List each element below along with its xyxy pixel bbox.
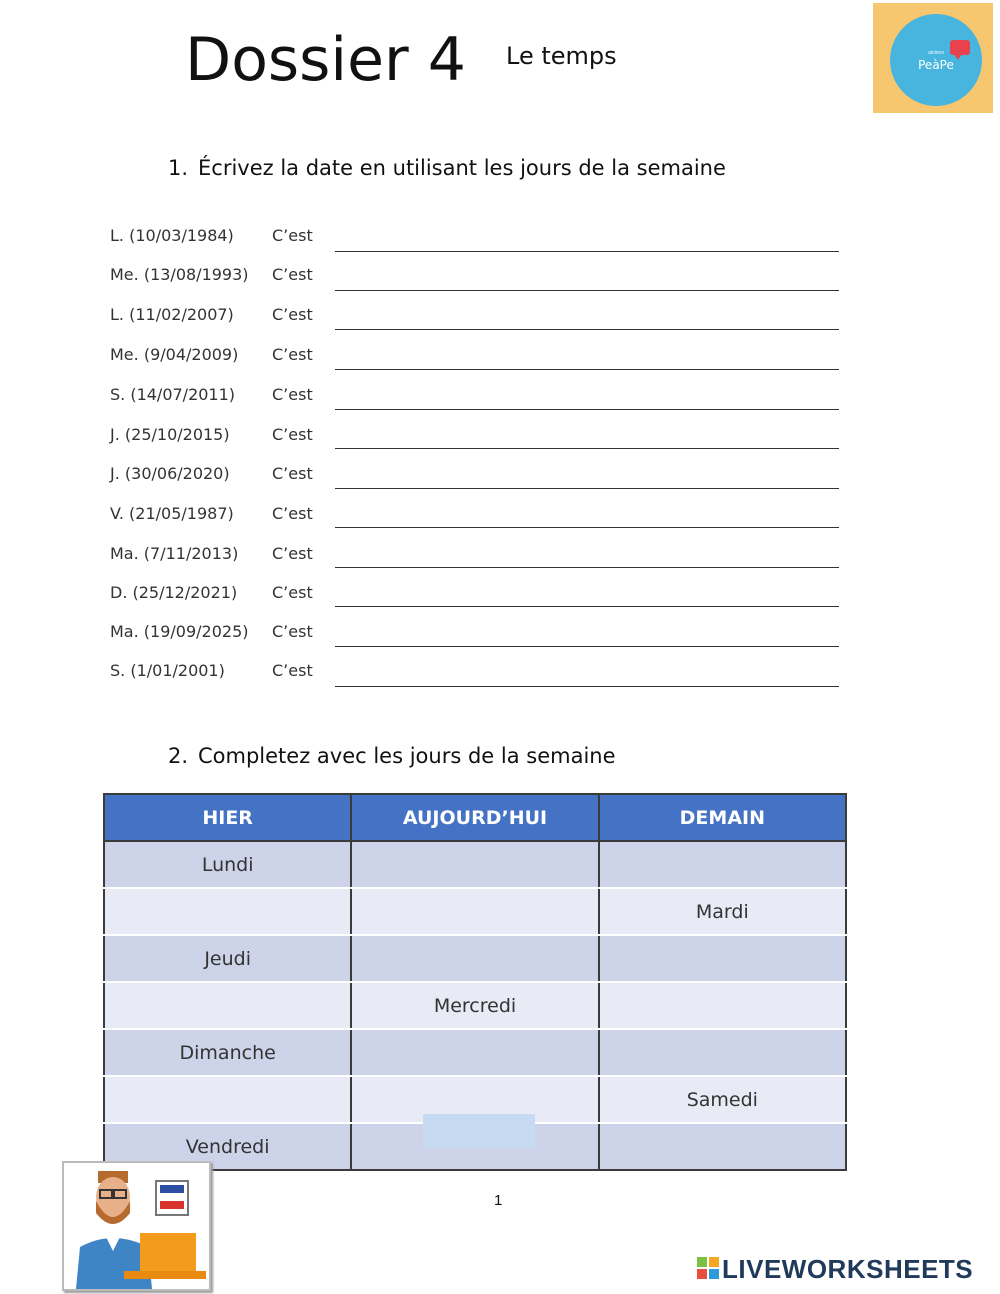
table-row	[104, 982, 846, 1029]
cell-hier[interactable]	[104, 1076, 351, 1123]
date-label: S. (1/01/2001)	[110, 661, 225, 680]
column-header-aujourdhui: AUJOURD’HUI	[351, 794, 598, 841]
column-header-hier: HIER	[104, 794, 351, 841]
cell-demain: Mardi	[599, 888, 846, 935]
document-subtitle: Le temps	[506, 42, 617, 70]
date-label: J. (25/10/2015)	[110, 425, 230, 444]
answer-line[interactable]	[335, 567, 839, 568]
section1-heading	[168, 156, 726, 180]
cell-hier: Jeudi	[104, 935, 351, 982]
date-label: Ma. (7/11/2013)	[110, 544, 239, 563]
cell-aujourdhui: Mercredi	[351, 982, 598, 1029]
date-label: Me. (9/04/2009)	[110, 345, 239, 364]
table-row	[104, 841, 846, 888]
cest-label: C’est	[272, 425, 313, 444]
cell-demain[interactable]	[599, 1123, 846, 1170]
cell-aujourdhui[interactable]	[351, 888, 598, 935]
speech-bubble-icon	[950, 40, 970, 55]
liveworksheets-logo	[697, 1254, 973, 1285]
answer-line[interactable]	[335, 290, 839, 291]
cell-hier: Vendredi	[104, 1123, 351, 1170]
peape-logo	[873, 3, 993, 113]
section1-number: 1.	[168, 156, 189, 180]
table-row	[104, 935, 846, 982]
date-label: Ma. (19/09/2025)	[110, 622, 249, 641]
cell-hier[interactable]	[104, 888, 351, 935]
date-label: Me. (13/08/1993)	[110, 265, 249, 284]
answer-line[interactable]	[335, 448, 839, 449]
date-label: D. (25/12/2021)	[110, 583, 238, 602]
teacher-illustration	[62, 1161, 211, 1291]
cest-label: C’est	[272, 464, 313, 483]
teacher-icon	[64, 1163, 209, 1289]
answer-line[interactable]	[335, 409, 839, 410]
cell-demain[interactable]	[599, 935, 846, 982]
date-label: L. (10/03/1984)	[110, 226, 234, 245]
cest-label: C’est	[272, 544, 313, 563]
answer-line[interactable]	[335, 606, 839, 607]
answer-line[interactable]	[335, 251, 839, 252]
table-header-row	[104, 794, 846, 841]
cell-hier[interactable]	[104, 982, 351, 1029]
cest-label: C’est	[272, 305, 313, 324]
section2-heading-text: Completez avec les jours de la semaine	[198, 744, 616, 768]
cest-label: C’est	[272, 661, 313, 680]
page-number: 1	[494, 1192, 503, 1209]
cest-label: C’est	[272, 385, 313, 404]
document-title: Dossier 4	[185, 25, 466, 95]
answer-line[interactable]	[335, 369, 839, 370]
answer-line[interactable]	[335, 646, 839, 647]
cest-label: C’est	[272, 265, 313, 284]
cell-aujourdhui[interactable]	[351, 935, 598, 982]
cell-demain[interactable]	[599, 1029, 846, 1076]
cest-label: C’est	[272, 583, 313, 602]
cell-hier: Dimanche	[104, 1029, 351, 1076]
date-label: S. (14/07/2011)	[110, 385, 236, 404]
cest-label: C’est	[272, 226, 313, 245]
cest-label: C’est	[272, 345, 313, 364]
answer-line[interactable]	[335, 527, 839, 528]
date-label: V. (21/05/1987)	[110, 504, 234, 523]
column-header-demain: DEMAIN	[599, 794, 846, 841]
section2-heading	[168, 744, 616, 768]
logo-circle	[890, 14, 982, 106]
table-row	[104, 1029, 846, 1076]
cell-demain[interactable]	[599, 841, 846, 888]
table-row	[104, 888, 846, 935]
cest-label: C’est	[272, 622, 313, 641]
section1-heading-text: Écrivez la date en utilisant les jours de la semaine	[198, 156, 726, 180]
cell-aujourdhui[interactable]	[351, 1029, 598, 1076]
answer-line[interactable]	[335, 488, 839, 489]
cest-label: C’est	[272, 504, 313, 523]
cell-demain[interactable]	[599, 982, 846, 1029]
liveworksheets-text: LIVEWORKSHEETS	[722, 1254, 974, 1284]
date-label: L. (11/02/2007)	[110, 305, 234, 324]
date-label: J. (30/06/2020)	[110, 464, 230, 483]
cell-hier: Lundi	[104, 841, 351, 888]
section2-number: 2.	[168, 744, 189, 768]
liveworksheets-blocks-icon	[697, 1257, 719, 1279]
cell-demain: Samedi	[599, 1076, 846, 1123]
answer-line[interactable]	[335, 686, 839, 687]
answer-line[interactable]	[335, 329, 839, 330]
cell-aujourdhui[interactable]	[351, 841, 598, 888]
logo-small-text: ateliers	[927, 50, 945, 56]
answer-input-box[interactable]	[423, 1114, 535, 1148]
logo-brand-text: PeàPe	[918, 58, 954, 72]
